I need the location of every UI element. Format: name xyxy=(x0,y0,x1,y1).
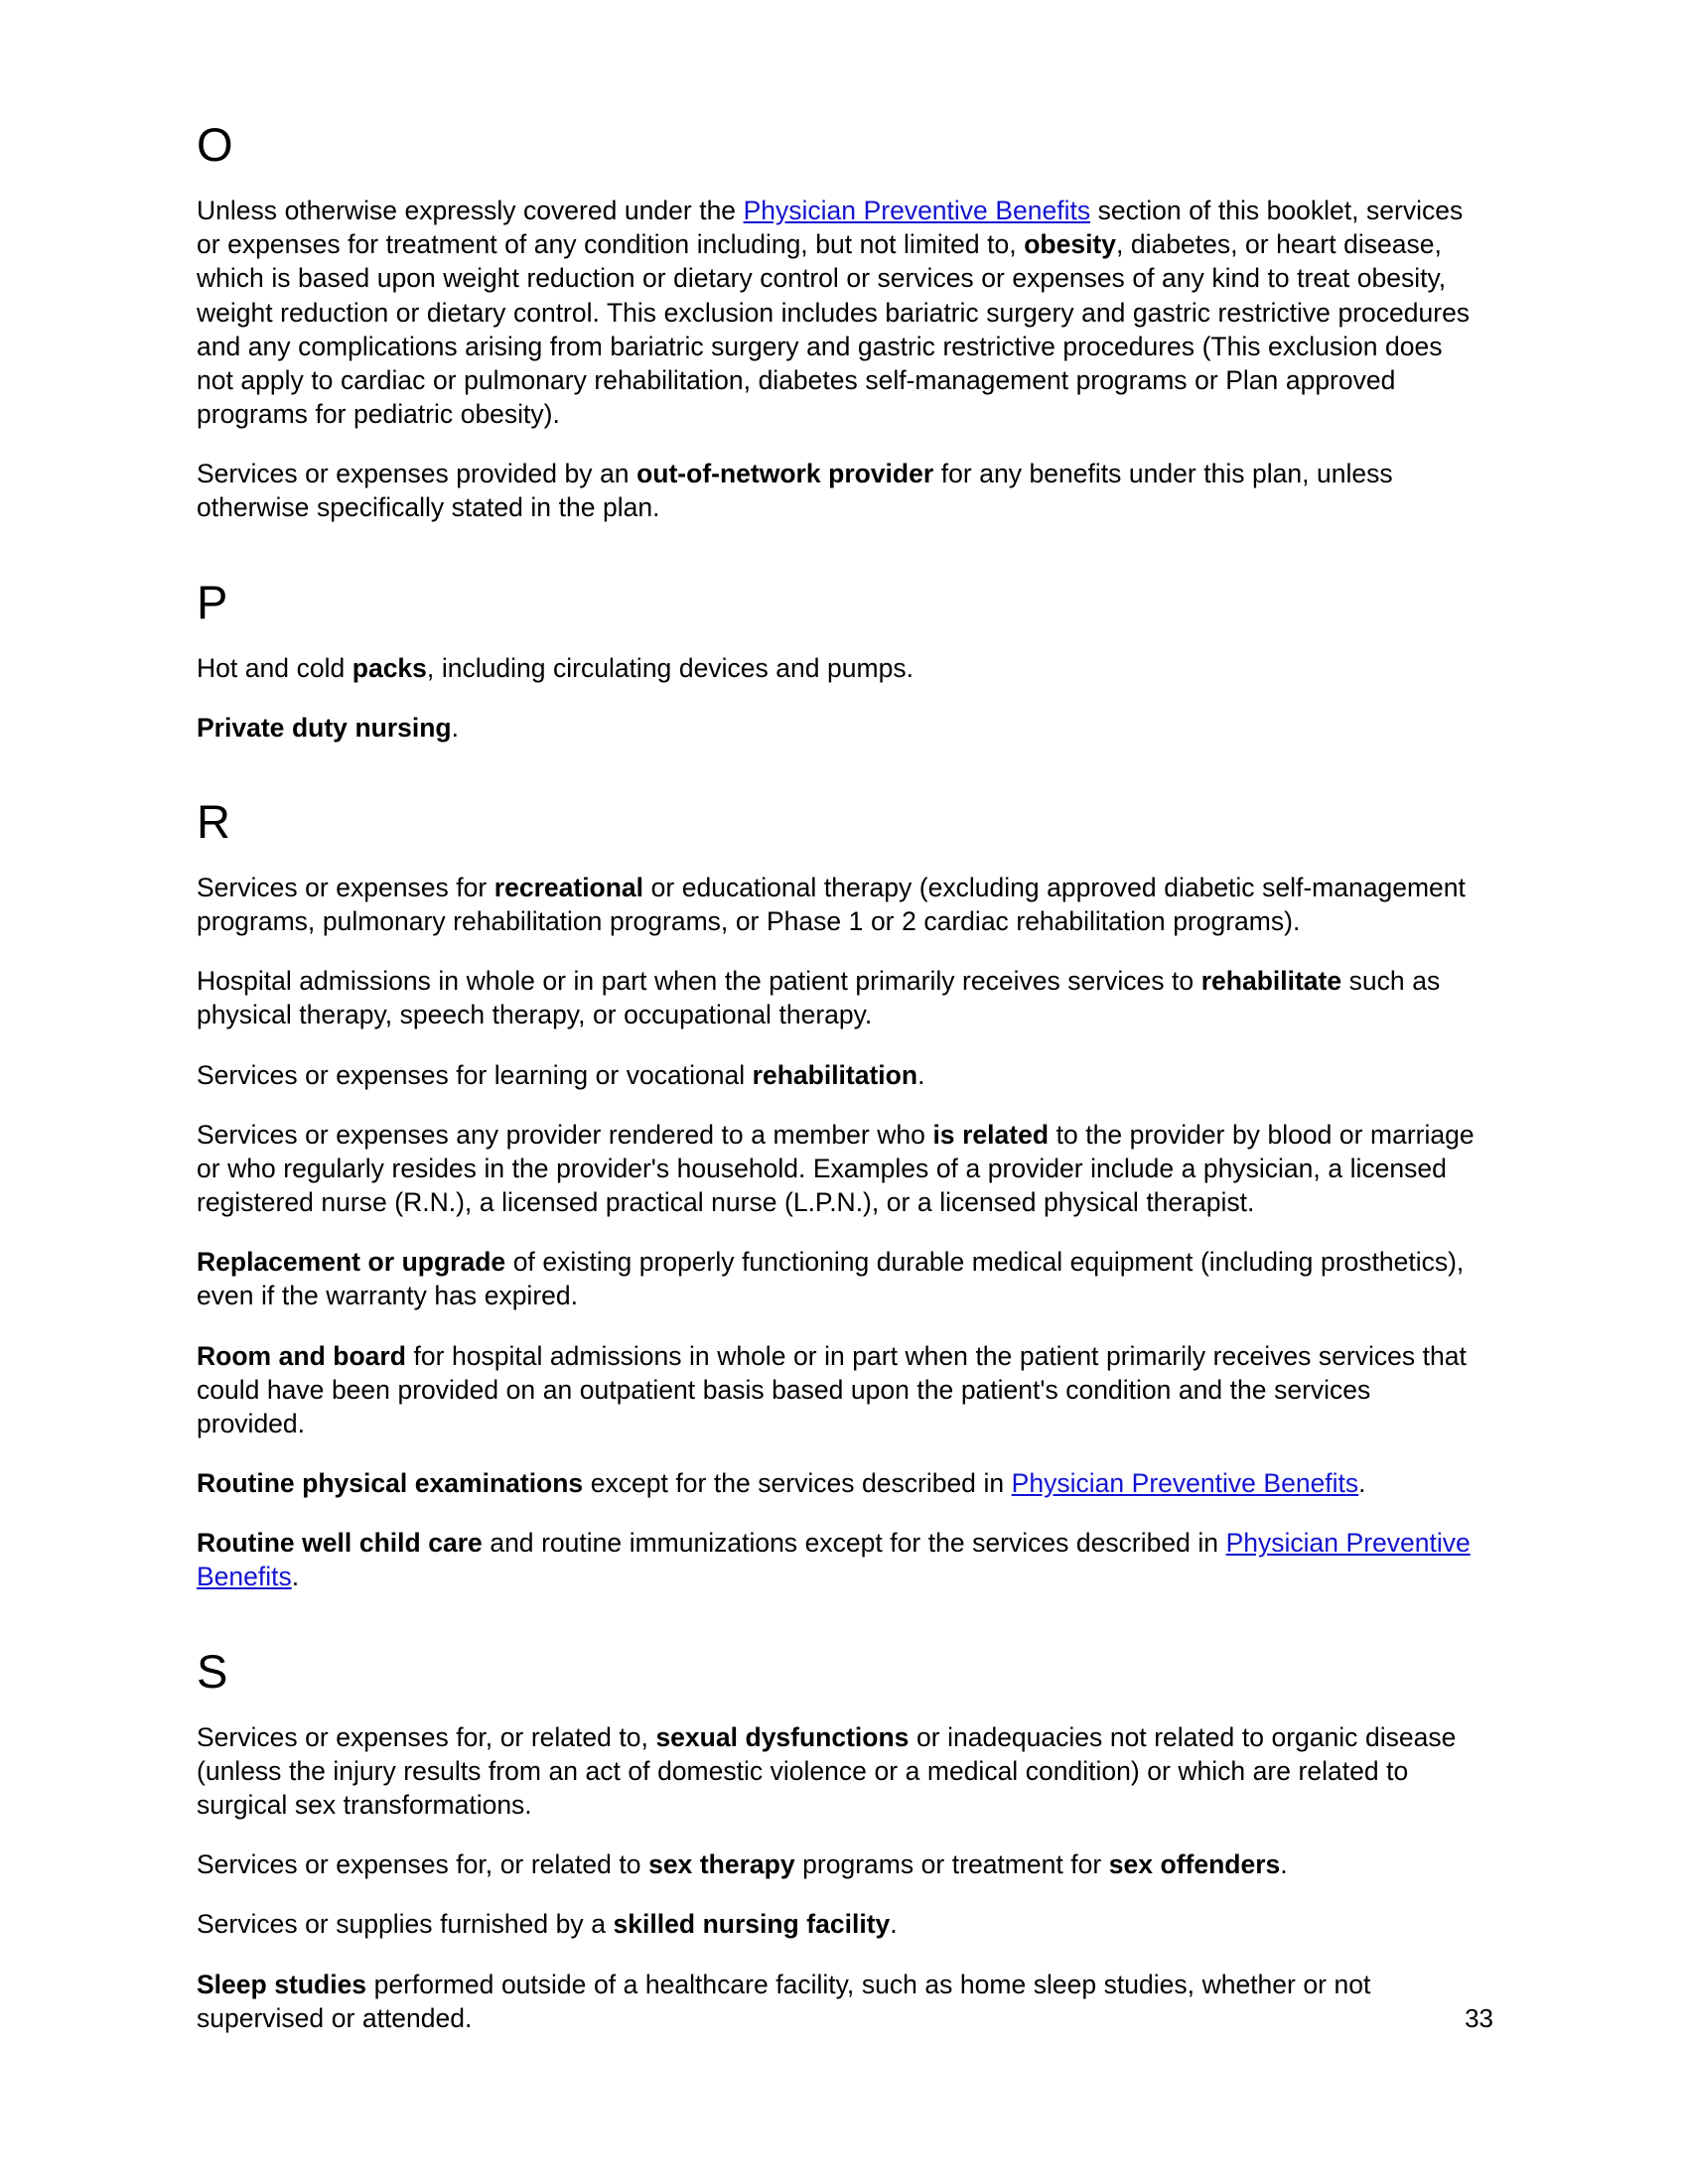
text-run: Services or supplies furnished by a xyxy=(197,1909,614,1940)
text-run: section of this booklet, services or expenses for treatment of any condition including, but not limited to, xyxy=(197,196,1464,260)
text-run: performed outside of a healthcare facility, such as home sleep studies, whether or not supervised or attended. xyxy=(197,1969,1371,2033)
text-run: , including circulating devices and pumps. xyxy=(426,652,914,683)
text-run: Hospital admissions in whole or in part when the patient primarily receives services to xyxy=(197,966,1201,997)
text-run: , diabetes, or heart disease, which is based upon weight reduction or dietary control or services or expenses of any kind to treat obesity, weight reduction or dietary control. This exclusion includes bariatric surgery and gastric restrictive procedures and any complications arising from bariatric surgery and gastric restrictive procedures (This exclusion does not apply to cardiac or pulmonary rehabilitation, diabetes self-management programs or Plan approved programs for pediatric obesity). xyxy=(197,229,1471,430)
text-run: of existing properly functioning durable medical equipment (including prosthetics), even if the warranty has expired. xyxy=(197,1247,1465,1311)
section-heading-r: R xyxy=(197,794,230,848)
cross-reference-link[interactable]: Physician Preventive Benefits xyxy=(743,196,1091,225)
text-run: for any benefits under this plan, unless otherwise specifically stated in the plan. xyxy=(197,459,1393,523)
emphasis-term: Replacement or upgrade xyxy=(197,1247,506,1278)
paragraph xyxy=(197,1245,1477,1312)
text-run: Services or expenses for, or related to xyxy=(197,1849,649,1880)
text-run: Services or expenses any provider rendered to a member who xyxy=(197,1119,933,1150)
paragraph xyxy=(197,1058,1477,1092)
paragraph xyxy=(197,1339,1477,1441)
paragraph xyxy=(197,1907,1477,1941)
page-number: 33 xyxy=(1465,2003,1493,2033)
text-run: Services or expenses for xyxy=(197,872,494,902)
text-run: . xyxy=(451,712,459,743)
text-run: except for the services described in xyxy=(583,1468,1012,1499)
text-run: Services or expenses for, or related to, xyxy=(197,1721,656,1752)
paragraph xyxy=(197,964,1477,1031)
paragraph xyxy=(197,871,1477,938)
emphasis-term: sexual dysfunctions xyxy=(655,1721,910,1752)
emphasis-term: Routine physical examinations xyxy=(197,1468,584,1499)
text-run: such as physical therapy, speech therapy, or occupational therapy. xyxy=(197,966,1441,1030)
page-content xyxy=(197,118,1477,2061)
emphasis-term: rehabilitate xyxy=(1200,966,1342,997)
text-run: Services or expenses provided by an xyxy=(197,459,637,489)
emphasis-term: Room and board xyxy=(197,1340,406,1371)
cross-reference-link[interactable]: Physician Preventive Benefits xyxy=(1011,1468,1359,1499)
paragraph xyxy=(197,1720,1477,1823)
text-run: and routine immunizations except for the services described in xyxy=(482,1528,1226,1559)
paragraph xyxy=(197,1968,1477,2035)
section-heading-o: O xyxy=(197,118,233,171)
text-run: Hot and cold xyxy=(197,652,352,683)
emphasis-term: packs xyxy=(352,652,427,683)
emphasis-term: out-of-network provider xyxy=(636,459,934,489)
paragraph xyxy=(197,194,1477,431)
emphasis-term: recreational xyxy=(493,872,644,902)
cross-reference-link[interactable]: Physician Preventive Benefits xyxy=(197,1528,1471,1592)
section-heading-p: P xyxy=(197,575,228,628)
text-run: or educational therapy (excluding approved diabetic self-management programs, pulmonary rehabilitation programs, or Phase 1 or 2 cardiac rehabilitation programs). xyxy=(197,872,1466,937)
text-run: or inadequacies not related to organic disease (unless the injury results from an act of domestic violence or a medical condition) or which are related to surgical sex transformations. xyxy=(197,1721,1457,1820)
text-run: Unless otherwise expressly covered under the xyxy=(197,196,744,225)
emphasis-term: rehabilitation xyxy=(752,1059,918,1090)
text-run: for hospital admissions in whole or in part when the patient primarily receives services that could have been provided on an outpatient basis based upon the patient's condition and the services provided. xyxy=(197,1340,1467,1438)
text-run: . xyxy=(890,1909,898,1940)
emphasis-term: Sleep studies xyxy=(197,1969,367,1999)
text-run: . xyxy=(291,1562,300,1592)
paragraph xyxy=(197,1466,1477,1500)
emphasis-term: Private duty nursing xyxy=(197,712,452,743)
section-heading-s: S xyxy=(197,1644,228,1698)
emphasis-term: skilled nursing facility xyxy=(613,1909,891,1940)
paragraph xyxy=(197,1847,1477,1881)
emphasis-term: sex therapy xyxy=(648,1849,795,1880)
paragraph xyxy=(197,457,1477,524)
text-run: to the provider by blood or marriage or who regularly resides in the provider's household. Examples of a provider include a physician, a licensed registered nurse (R.N.), a licensed practical nurse (L.P.N.), or a licensed physical therapist. xyxy=(197,1119,1475,1218)
paragraph xyxy=(197,1118,1477,1220)
text-run: programs or treatment for xyxy=(794,1849,1109,1880)
paragraph xyxy=(197,1526,1477,1593)
emphasis-term: obesity xyxy=(1024,229,1116,260)
emphasis-term: sex offenders xyxy=(1108,1849,1281,1880)
text-run: Services or expenses for learning or vocational xyxy=(197,1059,753,1090)
emphasis-term: Routine well child care xyxy=(197,1528,483,1559)
text-run: . xyxy=(1358,1468,1366,1499)
paragraph xyxy=(197,711,1477,745)
paragraph xyxy=(197,651,1477,685)
text-run: . xyxy=(1280,1849,1288,1880)
text-run: . xyxy=(917,1059,925,1090)
emphasis-term: is related xyxy=(932,1119,1050,1150)
